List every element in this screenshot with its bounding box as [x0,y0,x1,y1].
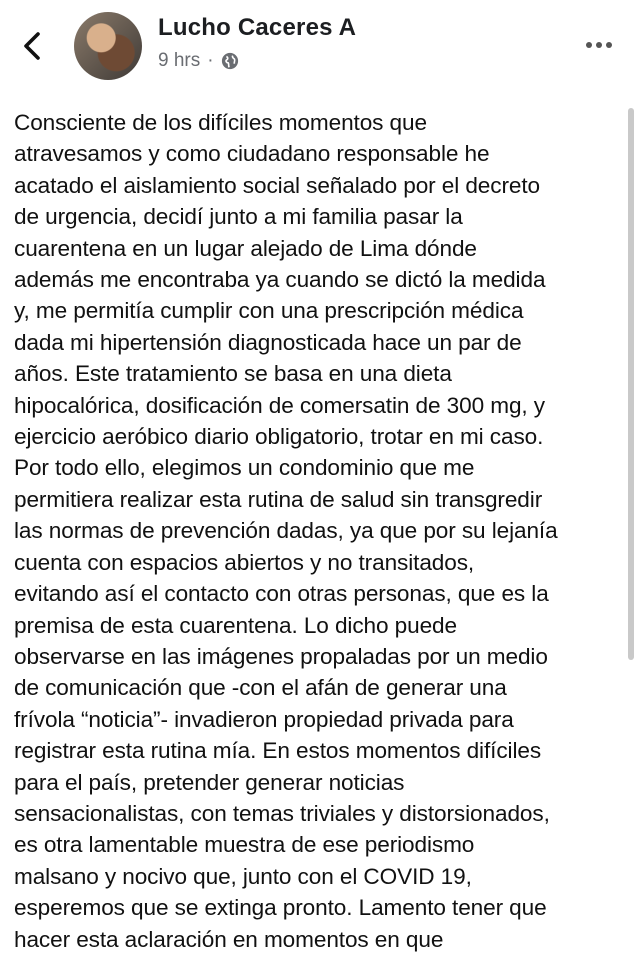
post-text-line: observarse en las imágenes propaladas por un medio [14,643,548,669]
globe-icon [221,52,239,70]
meta-separator: · [207,50,214,71]
post-text-line: hacer esta aclaración en momentos en que [14,926,444,952]
post-text-line: además me encontraba ya cuando se dictó la medida [14,267,546,293]
back-button[interactable] [18,28,48,64]
post-text-line: registrar esta rutina mía. En estos momentos difíciles [14,738,542,764]
post-meta [158,50,239,72]
post-time[interactable]: 9 hrs [158,50,201,71]
post-text-line: años. Este tratamiento se basa en una dieta [14,361,452,387]
post-text-line: Consciente de los difíciles momentos que [14,110,427,135]
post-text [14,107,626,955]
post-text-line: hipocalórica, dosificación de comersatin de 300 mg, y [14,392,545,418]
post-text-line: de urgencia, decidí junto a mi familia pasar la [14,204,463,230]
post-text-line: Por todo ello, elegimos un condominio que me [14,455,475,481]
chevron-left-icon [18,28,48,64]
author-name[interactable]: Lucho Caceres A [158,14,357,41]
scrollbar[interactable] [628,108,634,660]
post-text-line: y, me permitía cumplir con una prescripción médica [14,298,524,324]
post-text-line: evitando así el contacto con otras personas, que es la [14,581,549,607]
post-text-line: sensacionalistas, con temas triviales y distorsionados, [14,800,550,826]
post-text-line: malsano y nocivo que, junto con el COVID 19, [14,863,472,889]
avatar[interactable] [74,12,142,80]
more-horizontal-icon [584,32,614,58]
post-text-line: cuarentena en un lugar alejado de Lima dónde [14,235,477,261]
post-text-line: premisa de esta cuarentena. Lo dicho puede [14,612,457,638]
post-text-line: es otra lamentable muestra de ese periodismo [14,832,475,858]
post-text-line: de comunicación que -con el afán de generar una [14,675,507,701]
post-text-line: atravesamos y como ciudadano responsable he [14,141,490,167]
post-text-line: para el país, pretender generar noticias [14,769,405,795]
post-header [0,0,640,92]
post-text-line: dada mi hipertensión diagnosticada hace un par de [14,329,522,355]
post-text-line: ejercicio aeróbico diario obligatorio, trotar en mi caso. [14,424,544,450]
more-options-button[interactable] [584,32,614,58]
post-text-line: las normas de prevención dadas, ya que por su lejanía [14,518,558,544]
post-text-line: acatado el aislamiento social señalado por el decreto [14,172,540,198]
post-text-line: esperemos que se extinga pronto. Lamento tener que [14,895,547,921]
post-text-line: permitiera realizar esta rutina de salud sin transgredir [14,486,543,512]
post-text-line: cuenta con espacios abiertos y no transitados, [14,549,475,575]
post-text-line: frívola “noticia”- invadieron propiedad privada para [14,706,514,732]
